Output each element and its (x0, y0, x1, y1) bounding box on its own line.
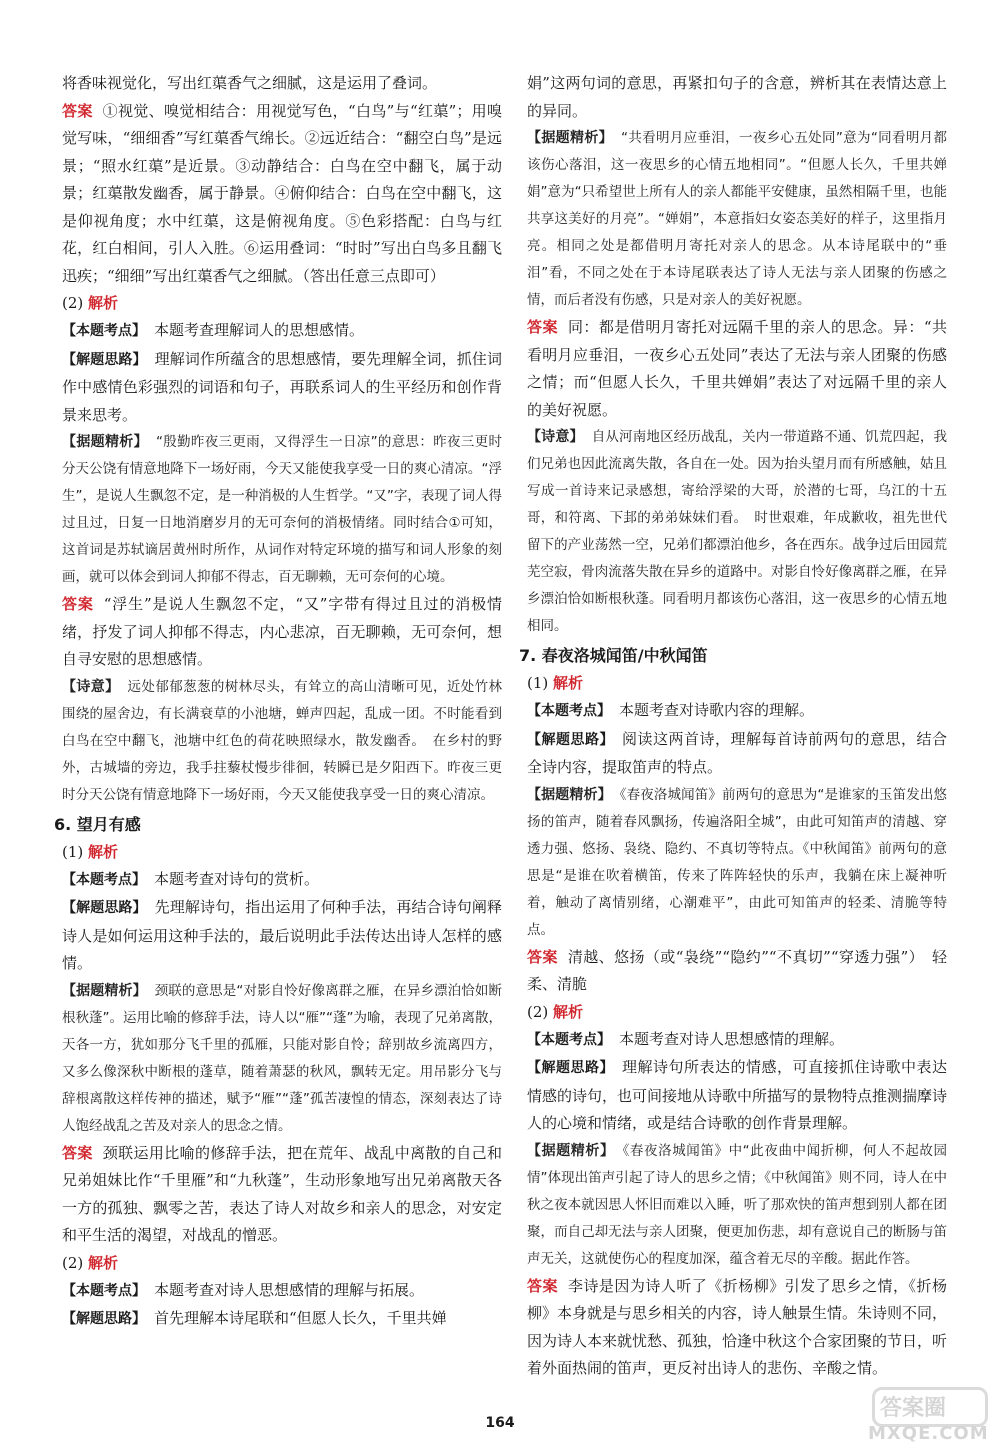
detailed-analysis-text: 《春夜洛城闻笛》前两句的意思为“是谁家的玉笛发出悠扬的笛声，随着春风飘扬，传遍洛阳全城”，由此可知笛声的清越、穿透力强、悠扬、袅绕、隐约、不真切等特点。《中秋闻笛》前两句的意思是“是谁在吹着横笛，传来了阵阵轻快的乐声，我躺在床上凝神听着，触动了离情别绪，心潮难平”，由此可知笛声的轻柔、清脆等特点。 (527, 786, 947, 938)
answer-block (527, 314, 947, 424)
left-column (54, 70, 503, 1334)
solution-idea (527, 726, 947, 782)
answer-block (62, 591, 502, 674)
detailed-analysis-label: 【据题精析】 (62, 434, 148, 450)
exam-point-label: 【本题考点】 (527, 703, 611, 719)
exam-point (527, 697, 947, 726)
solution-idea (62, 894, 502, 978)
exam-point-text: 本题考查理解词人的思想感情。 (154, 321, 365, 339)
solution-idea-text: 先理解诗句，指出运用了何种手法，再结合诗句阐释诗人是如何运用这种手法的，最后说明此手法传达出诗人怎样的感情。 (62, 898, 502, 972)
poem-meaning (527, 424, 947, 640)
exam-point-label: 【本题考点】 (62, 871, 146, 888)
exam-point-text: 本题考查对诗人思想感情的理解与拓展。 (154, 1280, 425, 1299)
question-heading: 6. 望月有感 (54, 814, 141, 834)
solution-idea-text: 首先理解本诗尾联和“但愿人长久，千里共婵 (154, 1309, 447, 1327)
detailed-analysis (527, 125, 947, 314)
poem-meaning-text: 远处郁郁葱葱的树林尽头，有耸立的高山清晰可见，近处竹林围绕的屋舍边，有长满衰草的小池塘，蝉声四起，乱成一团。不时能看到白鸟在空中翻飞，池塘中红色的荷花映照绿水，散发幽香。 在乡村的野外，古城墙的旁边，我手拄藜杖慢步徘徊，转瞬已是夕阳西下。昨夜三更时分天公饶有情意地降下一场好雨，今天又能使我享受一日的爽心清凉。 (62, 678, 503, 803)
answer-label: 答案 (62, 101, 93, 120)
subquestion-2 (62, 290, 502, 317)
poem-meaning-label: 【诗意】 (62, 678, 120, 695)
solution-idea (62, 346, 502, 430)
watermark-text-bottom: MXQE.COM (868, 1423, 989, 1444)
subquestion-2 (527, 999, 947, 1026)
answer-label: 答案 (527, 1276, 558, 1295)
solution-idea-text: 阅读这两首诗，理解每首诗前两句的意思，结合全诗内容，提取笛声的特点。 (527, 729, 947, 776)
detailed-analysis (62, 429, 502, 591)
detailed-analysis-text: 《春夜洛城闻笛》中“此夜曲中闻折柳，何人不起故园情”体现出笛声引起了诗人的思乡之情；《中秋闻笛》则不同，诗人在中秋之夜本就因思人怀旧而难以入睡，听了那欢快的笛声想到别人都在团聚，而自己却无法与亲人团聚，便更加伤悲，却有意说自己的断肠与笛声无关，这就使伤心的程度加深，蕴含着无尽的辛酸。据此作答。 (527, 1142, 948, 1267)
answer-text: 同：都是借明月寄托对远隔千里的亲人的思念。异：“共看明月应垂泪，一夜乡心五处同”表达了无法与亲人团聚的伤感之情；而“但愿人长久，千里共婵娟”表达了对远隔千里的亲人的美好祝愿。 (527, 318, 947, 419)
solution-idea-text: 理解诗句所表达的情感，可直接抓住诗歌中表达情感的诗句，也可间接地从诗歌中所描写的景物特点推测揣摩诗人的心境和情绪，或是结合诗歌的创作背景理解。 (527, 1058, 948, 1132)
subquestion-number: (2) (62, 1253, 84, 1272)
analysis-label: 解析 (88, 1253, 119, 1272)
exam-point-label: 【本题考点】 (527, 1031, 611, 1048)
subquestion-number: (2) (62, 294, 84, 312)
exam-point-text: 本题考查对诗歌内容的理解。 (619, 701, 815, 719)
detailed-analysis (527, 782, 947, 944)
page-number: 164 (485, 1415, 515, 1431)
exam-point (527, 1026, 947, 1055)
solution-idea-label: 【解题思路】 (62, 1311, 146, 1327)
exam-point-label: 【本题考点】 (62, 1282, 146, 1299)
answer-text: 颈联运用比喻的修辞手法，把在荒年、战乱中离散的自己和兄弟姐妹比作“千里雁”和“九秋蓬”，生动形象地写出兄弟离散天各一方的孤独、飘零之苦，表达了诗人对故乡和亲人的思念，对安定和平生活的渴望，对战乱的憎恶。 (62, 1143, 502, 1244)
analysis-label: 解析 (88, 294, 119, 312)
analysis-label: 解析 (553, 674, 584, 692)
solution-idea-label: 【解题思路】 (527, 1060, 614, 1076)
solution-idea (527, 1054, 947, 1138)
solution-idea-label: 【解题思路】 (527, 731, 614, 748)
subquestion-number: (1) (527, 674, 549, 692)
analysis-label: 解析 (553, 1002, 584, 1021)
exam-point-text: 本题考查对诗人思想感情的理解。 (619, 1029, 845, 1048)
answer-block (62, 98, 502, 291)
answer-label: 答案 (62, 1143, 93, 1162)
detailed-analysis-text: “共看明月应垂泪，一夜乡心五处同”意为“同看明月都该伤心落泪，这一夜思乡的心情五地相同”。“但愿人长久，千里共婵娟”意为“只希望世上所有人的亲人都能平安健康，虽然相隔千里，也能共享这美好的月亮”。“婵娟”，本意指妇女姿态美好的样子，这里指月亮。相同之处是都借明月寄托对亲人的思念。从本诗尾联中的“垂泪”看，不同之处在于本诗尾联表达了诗人无法与亲人团聚的伤感之情，而后者没有伤感，只是对亲人的美好祝愿。 (527, 130, 948, 308)
answer-text: ①视觉、嗅觉相结合：用视觉写色，“白鸟”与“红蕖”；用嗅觉写味，“细细香”写红蕖香气绵长。②远近结合：“翻空白鸟”是远景；“照水红蕖”是近景。③动静结合：白鸟在空中翻飞，属于动景；红蕖散发幽香，属于静景。④俯仰结合：白鸟在空中翻飞，这是仰视角度；水中红蕖，这是俯视角度。⑤色彩搭配：白鸟与红花，红白相间，引人入胜。⑥运用叠词：“时时”写出白鸟多且翻飞迅疾；“细细”写出红蕖香气之细腻。（答出任意三点即可） (62, 101, 502, 285)
answer-text: 清越、悠扬（或“袅绕”“隐约”“不真切”“穿透力强”） 轻柔、清脆 (527, 947, 947, 993)
answer-label: 答案 (527, 947, 558, 966)
detailed-analysis-text: “殷勤昨夜三更雨，又得浮生一日凉”的意思：昨夜三更时分天公饶有情意地降下一场好雨，今天又能使我享受一日的爽心清凉。“浮生”，是说人生飘忽不定，是一种消极的人生哲学。“又”字，表现了词人得过且过，日复一日地消磨岁月的无可奈何的消极情绪。同时结合①可知，这首词是苏轼谪居黄州时所作，从词作对特定环境的描写和词人形象的刻画，就可以体会到词人抑郁不得志，百无聊赖，无可奈何的心境。 (62, 434, 502, 585)
solution-idea-text: 理解词作所蕴含的思想感情，要先理解全词，抓住词作中感情色彩强烈的词语和句子，再联系词人的生平经历和创作背景来思考。 (62, 349, 502, 424)
answer-text: 李诗是因为诗人听了《折杨柳》引发了思乡之情，《折杨柳》本身就是与思乡相关的内容，诗人触景生情。朱诗则不同，因为诗人本来就忧愁、孤独，恰逢中秋这个合家团聚的节日，听着外面热闹的笛声，更反衬出诗人的悲伤、辛酸之情。 (527, 1276, 948, 1377)
answer-block (527, 1273, 947, 1383)
subquestion-1 (62, 839, 502, 866)
paragraph: 娟”这两句词的意思，再紧扣句子的含意，辨析其在表情达意上的异同。 (527, 74, 947, 120)
poem-meaning-label: 【诗意】 (527, 429, 584, 445)
solution-idea (62, 1305, 502, 1334)
subquestion-2 (62, 1250, 502, 1277)
question-heading: 7. 春夜洛城闻笛/中秋闻笛 (519, 646, 708, 665)
exam-point (62, 866, 502, 895)
detailed-analysis-label: 【据题精析】 (527, 130, 614, 146)
subquestion-1 (527, 670, 947, 697)
answer-label: 答案 (62, 595, 94, 613)
detailed-analysis (62, 978, 502, 1140)
right-column (519, 70, 948, 1383)
subquestion-number: (2) (527, 1002, 549, 1021)
exam-point (62, 317, 502, 346)
detailed-analysis-label: 【据题精析】 (527, 786, 612, 803)
detailed-analysis-label: 【据题精析】 (527, 1142, 615, 1159)
answer-block (62, 1140, 502, 1250)
exam-point-label: 【本题考点】 (62, 323, 146, 339)
detailed-analysis-text: 颈联的意思是“对影自怜好像离群之雁，在异乡漂泊恰如断根秋蓬”。运用比喻的修辞手法，诗人以“雁”“蓬”为喻，表现了兄弟离散，天各一方，犹如那分飞千里的孤雁，只能对影自怜；辞别故乡流离四方，又多么像深秋中断根的蓬草，随着萧瑟的秋风，飘转无定。用吊影分飞与辞根离散这样传神的描述，赋予“雁”“蓬”孤苦凄惶的情态，深刻表达了诗人饱经战乱之苦及对亲人的思念之情。 (62, 982, 503, 1134)
detailed-analysis-label: 【据题精析】 (62, 982, 147, 999)
answer-label: 答案 (527, 318, 558, 336)
watermark-logo (862, 1385, 992, 1447)
exam-point-text: 本题考查对诗句的赏析。 (154, 869, 320, 888)
poem-meaning (62, 674, 502, 809)
analysis-label: 解析 (88, 842, 119, 861)
subquestion-number: (1) (62, 842, 84, 861)
paragraph: 将香味视觉化，写出红蕖香气之细腻，这是运用了叠词。 (62, 74, 438, 92)
watermark-text-top: 答案圈 (880, 1396, 947, 1421)
poem-meaning-text: 自从河南地区经历战乱，关内一带道路不通、饥荒四起，我们兄弟也因此流离失散，各自在一处。因为抬头望月而有所感触，姑且写成一首诗来记录感想，寄给浮梁的大哥，於潜的七哥，乌江的十五哥，和符离、下邽的弟弟妹妹们看。 时世艰难，年成歉收，祖先世代留下的产业荡然一空，兄弟们都漂泊他乡，各在西东。战争过后田园荒芜空寂，骨肉流落失散在异乡的道路中。对影自怜好像离群之雁，在异乡漂泊恰如断根秋蓬。同看明月都该伤心落泪，这一夜思乡的心情五地相同。 (527, 429, 948, 634)
exam-point (62, 1277, 502, 1306)
answer-text: “浮生”是说人生飘忽不定，“又”字带有得过且过的消极情绪，抒发了词人抑郁不得志，内心悲凉，百无聊赖，无可奈何，想自寻安慰的思想感情。 (62, 595, 502, 668)
solution-idea-label: 【解题思路】 (62, 351, 147, 368)
solution-idea-label: 【解题思路】 (62, 900, 147, 916)
detailed-analysis (527, 1138, 947, 1273)
answer-block (527, 944, 947, 999)
